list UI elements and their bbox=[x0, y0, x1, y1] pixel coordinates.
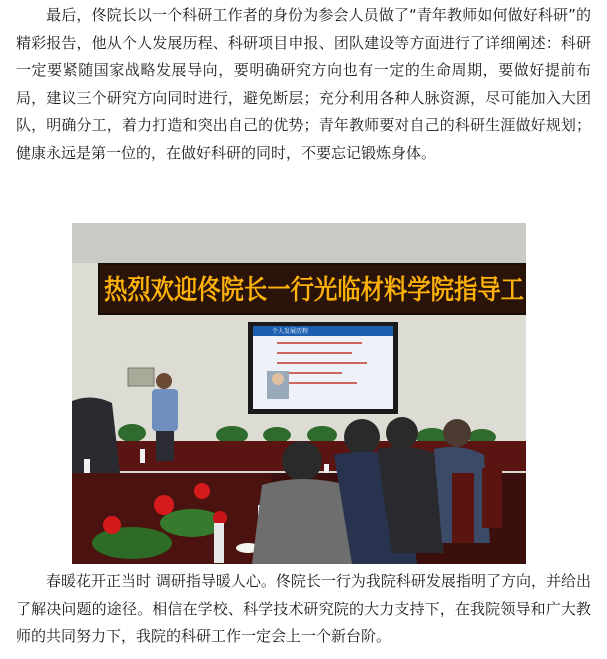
presentation-screen bbox=[248, 322, 398, 414]
led-banner-text: 热烈欢迎佟院长一行光临材料学院指导工 bbox=[104, 275, 524, 306]
led-banner bbox=[98, 263, 526, 315]
article-paragraph-top bbox=[16, 2, 591, 168]
paragraph-bottom-text: 春暖花开正当时 调研指导暖人心。佟院长一行为我院科研发展指明了方向，并给出了解决问题的途径。相信在学校、科学技术研究院的大力支持下，在我院领导和广大教师的共同努力下，我院的科研工作一定会上一个新台阶。 bbox=[16, 572, 591, 646]
paragraph-top-text: 最后，佟院长以一个科研工作者的身份为参会人员做了“青年教师如何做好科研”的精彩报告，他从个人发展历程、科研项目申报、团队建设等方面进行了详细阐述：科研一定要紧随国家战略发展导向，要明确研究方向也有一定的生命周期，要做好提前布局，建议三个研究方向同时进行，避免断层；充分利用各种人脉资源，尽可能加入大团队，明确分工，着力打造和突出自己的优势；青年教师要对自己的科研生涯做好规划；健康永远是第一位的，在做好科研的同时，不要忘记锻炼身体。 bbox=[16, 6, 591, 162]
meeting-photo bbox=[72, 223, 526, 564]
screen-title: 个人发展历程 bbox=[272, 328, 309, 335]
article-paragraph-bottom bbox=[16, 568, 591, 651]
